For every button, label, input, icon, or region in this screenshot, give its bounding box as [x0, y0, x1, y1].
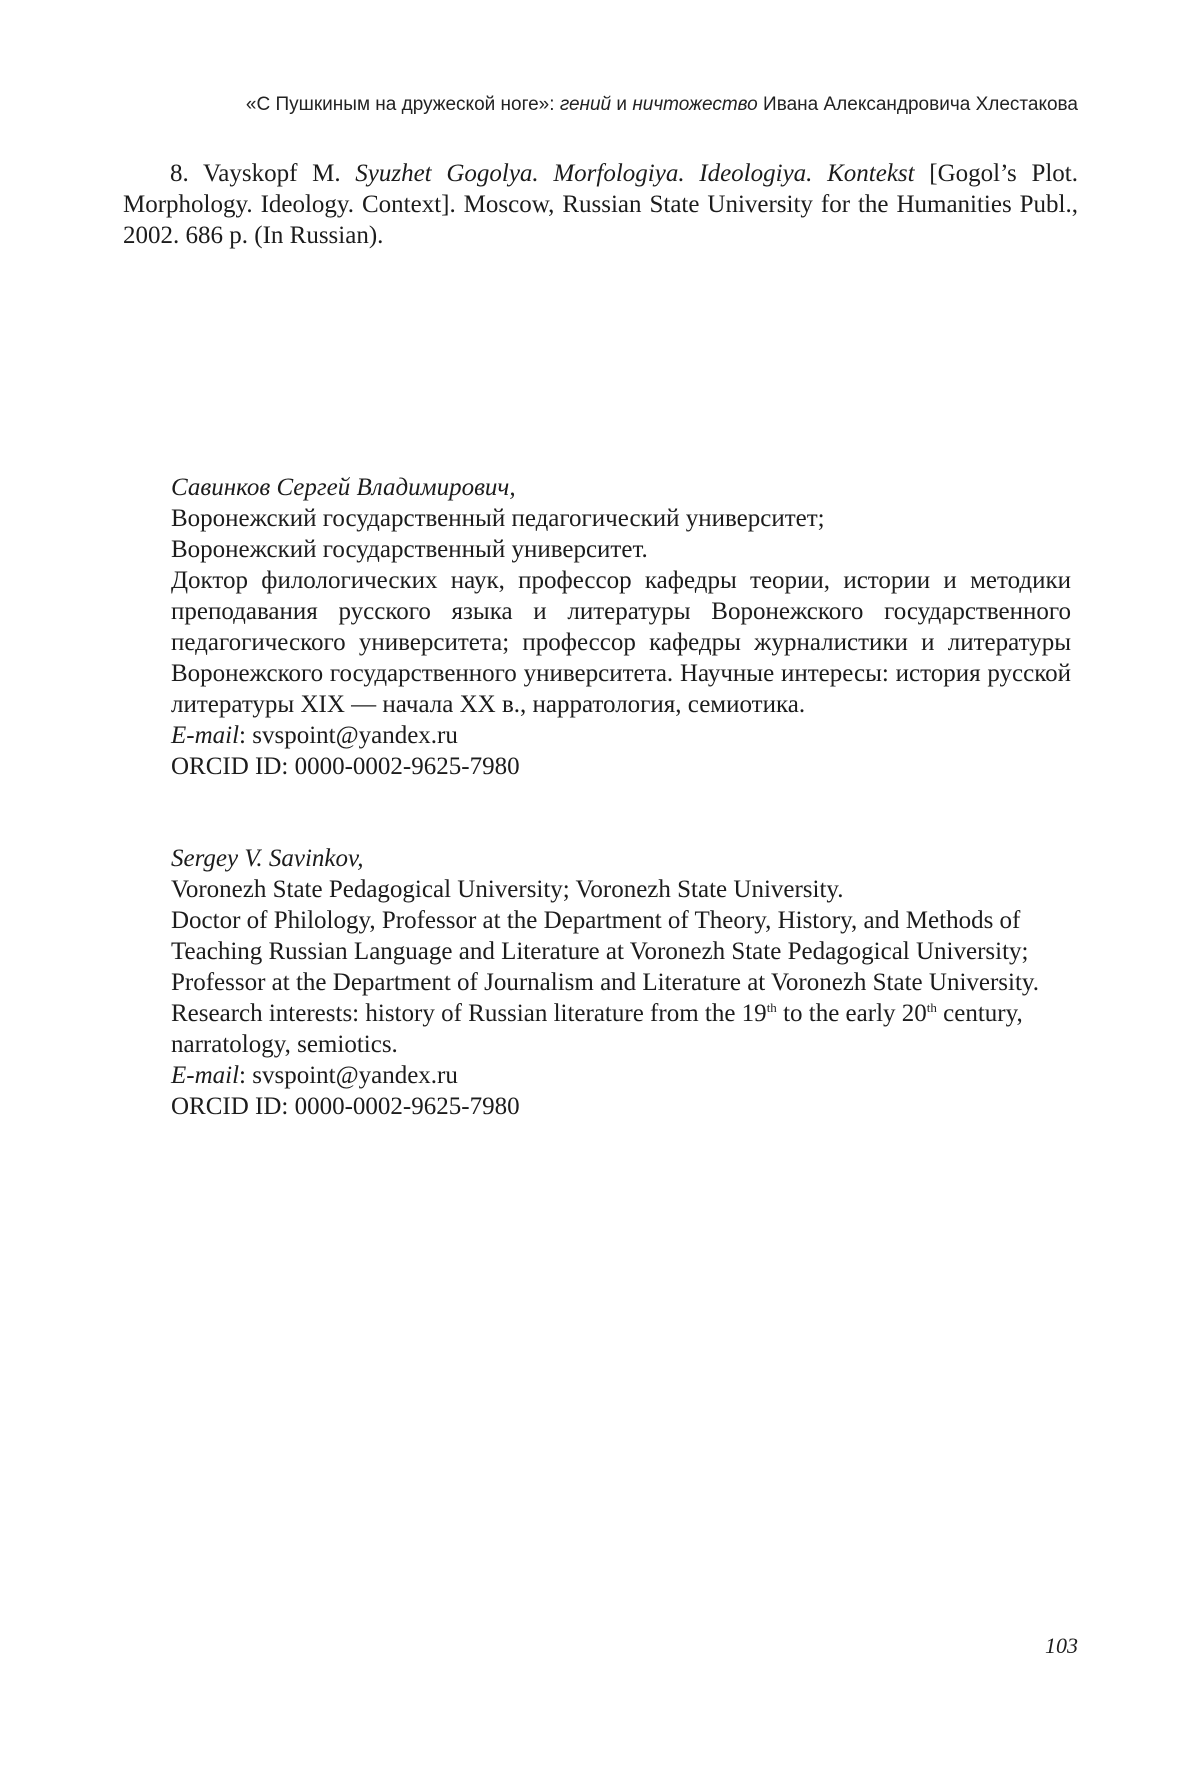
author-email-ru	[171, 720, 1076, 751]
running-head-text-2: и	[611, 94, 633, 115]
reference-entry-8	[123, 158, 1078, 251]
email-label-ru: E-mail	[171, 722, 240, 749]
reference-prefix: 8. Vayskopf M.	[170, 160, 356, 187]
running-head	[120, 92, 1078, 118]
author-affiliation-ru-2: Воронежский государственный университет.	[171, 536, 648, 563]
author-info-english	[171, 843, 1076, 1122]
page-number: 103	[1045, 1633, 1078, 1658]
bio-en-sup-1: th	[766, 1000, 777, 1015]
author-orcid-ru: ORCID ID: 0000-0002-9625-7980	[171, 753, 520, 780]
author-info-russian	[171, 472, 1076, 782]
author-name-ru: Савинков Сергей Владимирович,	[171, 474, 516, 501]
email-value-ru: : svspoint@yandex.ru	[239, 722, 458, 749]
author-name-en: Sergey V. Savinkov,	[171, 845, 364, 872]
author-orcid-en: ORCID ID: 0000-0002-9625-7980	[171, 1093, 520, 1120]
running-head-italic-2: ничтожество	[632, 94, 758, 115]
running-head-text-3: Ивана Александровича Хлестакова	[757, 94, 1078, 115]
reference-title: Syuzhet Gogolya. Morfologiya. Ideologiya. Kontekst	[355, 160, 915, 187]
bio-en-part-2: to the early 20	[776, 1000, 927, 1027]
author-email-en	[171, 1060, 1076, 1091]
author-affiliation-ru-1: Воронежский государственный педагогический университет;	[171, 505, 825, 532]
email-value-en: : svspoint@yandex.ru	[239, 1062, 458, 1089]
bio-en-sup-2: th	[926, 1000, 937, 1015]
author-bio-ru: Доктор филологических наук, профессор кафедры теории, истории и методики преподавания русского языка и литературы Воронежского государственного педагогического университета; профессор кафедры журналистики и литературы Воронежского государственного университета. Научные интересы: история русской литературы XIX — начала XX в., нарратология, семиотика.	[171, 567, 1071, 718]
author-affiliation-en: Voronezh State Pedagogical University; Voronezh State University.	[171, 876, 844, 903]
reference-rest: [Gogol’s Plot. Morphology. Ideology. Context]. Moscow, Russian State University for the Humanities Publ., 2002. 686 p. (In Russian).	[123, 160, 1079, 249]
running-head-italic-1: гений	[559, 94, 612, 115]
running-head-text-1: «С Пушкиным на дружеской ноге»:	[245, 94, 560, 115]
bio-en-part-1: Doctor of Philology, Professor at the Department of Theory, History, and Methods of Teaching Russian Language and Literature at Voronezh State Pedagogical University; Professor at the Department of Journalism and Literature at Voronezh State University. Research interests: history of Russian literature from the 19	[171, 907, 1040, 1027]
author-bio-en	[171, 905, 1071, 1060]
bio-en-part-3: century, narratology, semiotics.	[171, 1000, 1023, 1058]
email-label-en: E-mail	[171, 1062, 240, 1089]
